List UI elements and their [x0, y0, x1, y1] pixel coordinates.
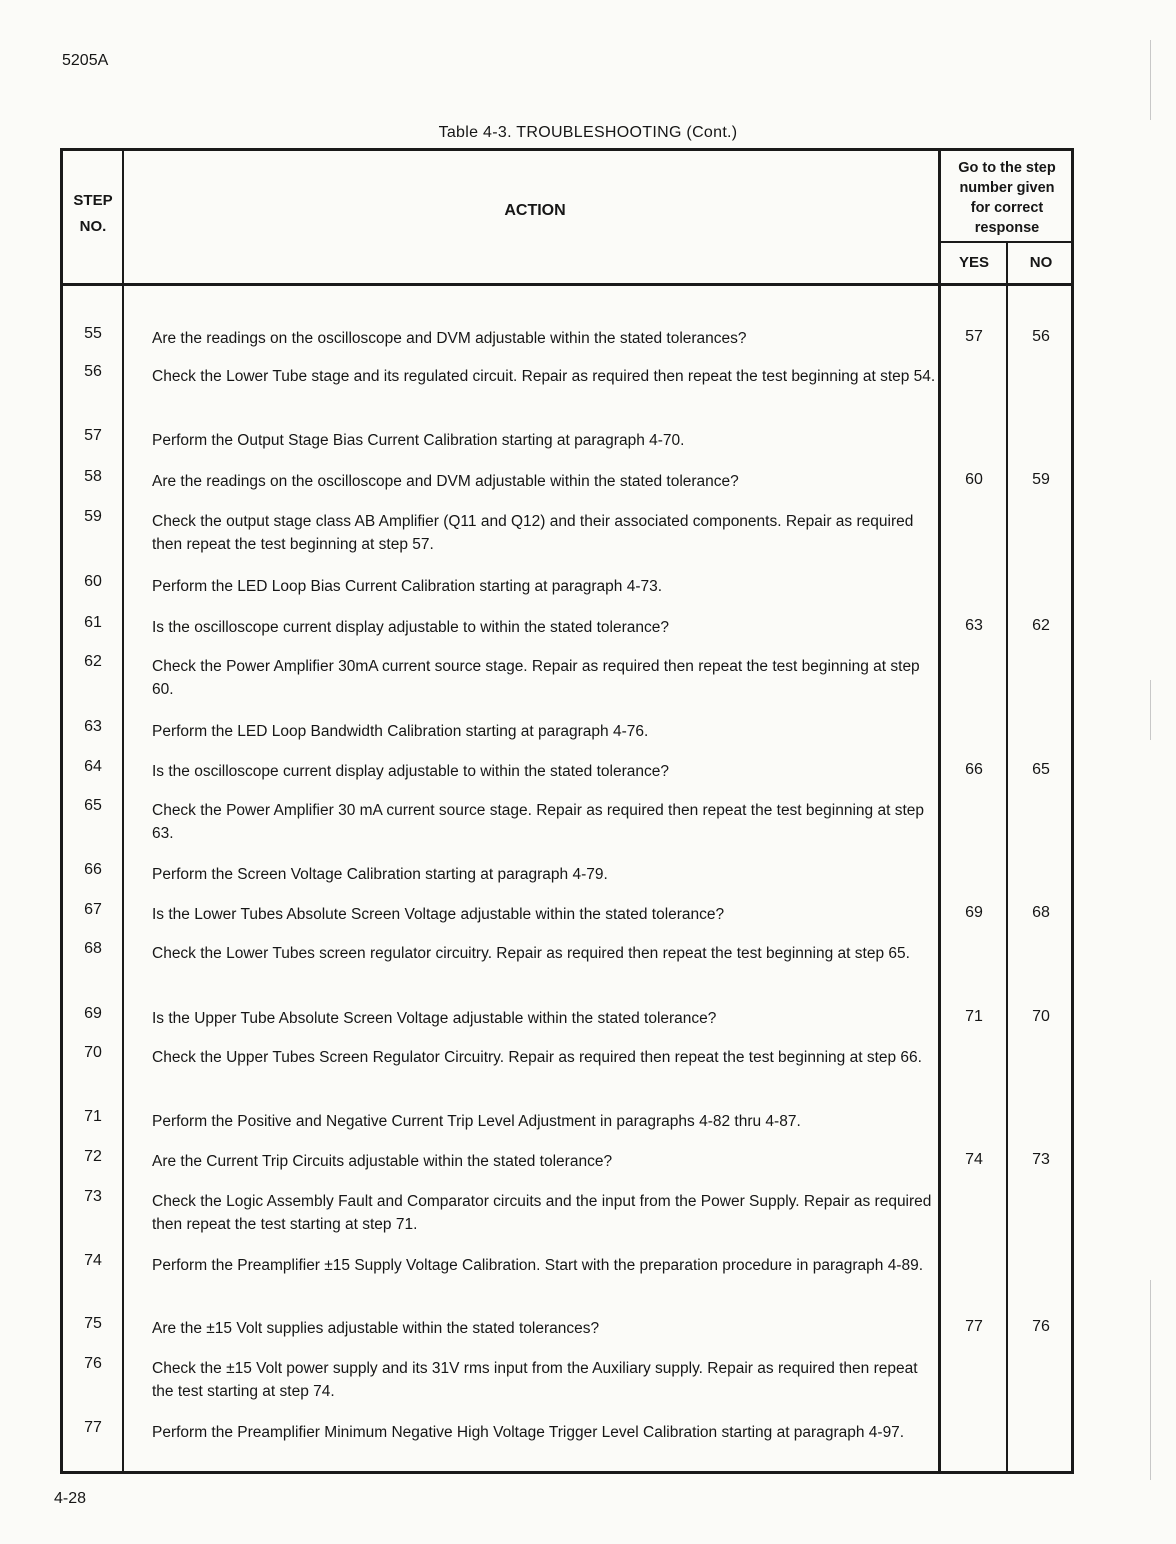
yes-cell: 74: [965, 1151, 983, 1168]
no-cell: 73: [1032, 1151, 1050, 1168]
table-row: [60, 1044, 1074, 1104]
step-cell: 58: [84, 468, 102, 485]
action-cell: Check the Upper Tubes Screen Regulator Circuitry. Repair as required then repeat the test beginning at step 66.: [152, 1049, 922, 1066]
no-cell: 59: [1032, 471, 1050, 488]
yes-cell: 69: [965, 904, 983, 921]
step-cell: 65: [84, 797, 102, 814]
step-cell: 57: [84, 427, 102, 444]
action-cell: Are the readings on the oscilloscope and DVM adjustable within the stated tolerances?: [152, 330, 747, 347]
page-edge-mark: [1150, 1280, 1151, 1480]
step-cell: 62: [84, 653, 102, 670]
no-cell: 62: [1032, 617, 1050, 634]
action-cell: Is the oscilloscope current display adjustable to within the stated tolerance?: [152, 619, 669, 636]
header-bottom-rule: [60, 283, 1074, 286]
action-cell: Perform the Preamplifier Minimum Negative High Voltage Trigger Level Calibration starting at paragraph 4-97.: [152, 1424, 905, 1441]
table-row: [60, 1355, 1074, 1415]
header-step-line1: STEP: [73, 192, 113, 209]
step-cell: 55: [84, 325, 102, 342]
header-yes: YES: [958, 254, 989, 271]
table-title: Table 4-3. TROUBLESHOOTING (Cont.): [438, 124, 738, 141]
action-cell: Are the ±15 Volt supplies adjustable within the stated tolerances?: [152, 1320, 600, 1337]
yes-cell: 63: [965, 617, 983, 634]
page-edge-mark: [1150, 40, 1151, 120]
header-go-to-step: [940, 158, 1074, 238]
yes-cell: 66: [965, 761, 983, 778]
step-cell: 71: [84, 1108, 102, 1125]
yes-cell: 71: [965, 1008, 983, 1025]
header-step-line2: NO.: [79, 218, 107, 235]
header-step-no: [63, 188, 123, 240]
step-cell: 63: [84, 718, 102, 735]
page-number: 4-28: [54, 1490, 87, 1507]
action-cell: Perform the Output Stage Bias Current Calibration starting at paragraph 4-70.: [152, 432, 685, 449]
header-no: NO: [1029, 254, 1053, 271]
step-cell: 59: [84, 508, 102, 525]
action-cell: Check the Logic Assembly Fault and Comparator circuits and the input from the Power Supply. Repair as required then repeat the test starting at step 71.: [152, 1193, 932, 1233]
no-cell: 56: [1032, 328, 1050, 345]
table-row: [60, 797, 1074, 857]
action-cell: Perform the Screen Voltage Calibration starting at paragraph 4-79.: [152, 866, 608, 883]
no-cell: 68: [1032, 904, 1050, 921]
yes-cell: 60: [965, 471, 983, 488]
step-cell: 73: [84, 1188, 102, 1205]
step-cell: 76: [84, 1355, 102, 1372]
table-row: [60, 508, 1074, 568]
step-cell: 70: [84, 1044, 102, 1061]
no-cell: 65: [1032, 761, 1050, 778]
step-cell: 60: [84, 573, 102, 590]
step-cell: 66: [84, 861, 102, 878]
header-goto-line3: for correct: [970, 200, 1044, 216]
action-cell: Check the Power Amplifier 30mA current source stage. Repair as required then repeat the test beginning at step 60.: [152, 658, 920, 698]
step-cell: 67: [84, 901, 102, 918]
action-cell: Perform the Preamplifier ±15 Supply Voltage Calibration. Start with the preparation procedure in paragraph 4-89.: [152, 1257, 924, 1274]
action-cell: Are the Current Trip Circuits adjustable within the stated tolerance?: [152, 1153, 613, 1170]
step-cell: 74: [84, 1252, 102, 1269]
header-action: ACTION: [504, 202, 566, 219]
table-row: [60, 1419, 1074, 1479]
troubleshooting-table: [60, 148, 1074, 1473]
action-cell: Perform the LED Loop Bandwidth Calibration starting at paragraph 4-76.: [152, 723, 649, 740]
action-cell: Perform the LED Loop Bias Current Calibration starting at paragraph 4-73.: [152, 578, 663, 595]
table-row: [60, 1252, 1074, 1312]
yes-cell: 57: [965, 328, 983, 345]
action-cell: Check the Power Amplifier 30 mA current source stage. Repair as required then repeat the test beginning at step 63.: [152, 802, 924, 842]
step-cell: 61: [84, 614, 102, 631]
action-cell: Is the oscilloscope current display adjustable to within the stated tolerance?: [152, 763, 669, 780]
no-cell: 70: [1032, 1008, 1050, 1025]
action-cell: Check the Lower Tube stage and its regulated circuit. Repair as required then repeat the test beginning at step 54.: [152, 368, 936, 385]
action-cell: Perform the Positive and Negative Current Trip Level Adjustment in paragraphs 4-82 thru 4-87.: [152, 1113, 801, 1130]
table-row: [60, 940, 1074, 1000]
yes-cell: 77: [965, 1318, 983, 1335]
divider-goto-yesno: [938, 241, 1074, 243]
table-row: [60, 363, 1074, 423]
step-cell: 56: [84, 363, 102, 380]
step-cell: 68: [84, 940, 102, 957]
action-cell: Check the output stage class AB Amplifier (Q11 and Q12) and their associated components. Repair as required then repeat the test beginning at step 57.: [152, 513, 914, 553]
action-cell: Is the Lower Tubes Absolute Screen Voltage adjustable within the stated tolerance?: [152, 906, 725, 923]
page-edge-mark: [1150, 680, 1151, 740]
step-cell: 77: [84, 1419, 102, 1436]
action-cell: Check the ±15 Volt power supply and its 31V rms input from the Auxiliary supply. Repair as required then repeat the test starting at step 74.: [152, 1360, 918, 1400]
step-cell: 75: [84, 1315, 102, 1332]
header-goto-line2: number given: [959, 180, 1055, 196]
action-cell: Check the Lower Tubes screen regulator circuitry. Repair as required then repeat the test beginning at step 65.: [152, 945, 910, 962]
document-code: 5205A: [62, 52, 109, 69]
action-cell: Are the readings on the oscilloscope and DVM adjustable within the stated tolerance?: [152, 473, 739, 490]
header-goto-line4: response: [974, 220, 1040, 236]
step-cell: 72: [84, 1148, 102, 1165]
action-cell: Is the Upper Tube Absolute Screen Voltage adjustable within the stated tolerance?: [152, 1010, 717, 1027]
table-row: [60, 653, 1074, 713]
no-cell: 76: [1032, 1318, 1050, 1335]
step-cell: 69: [84, 1005, 102, 1022]
header-goto-line1: Go to the step: [958, 160, 1056, 176]
table-row: [60, 1188, 1074, 1248]
step-cell: 64: [84, 758, 102, 775]
